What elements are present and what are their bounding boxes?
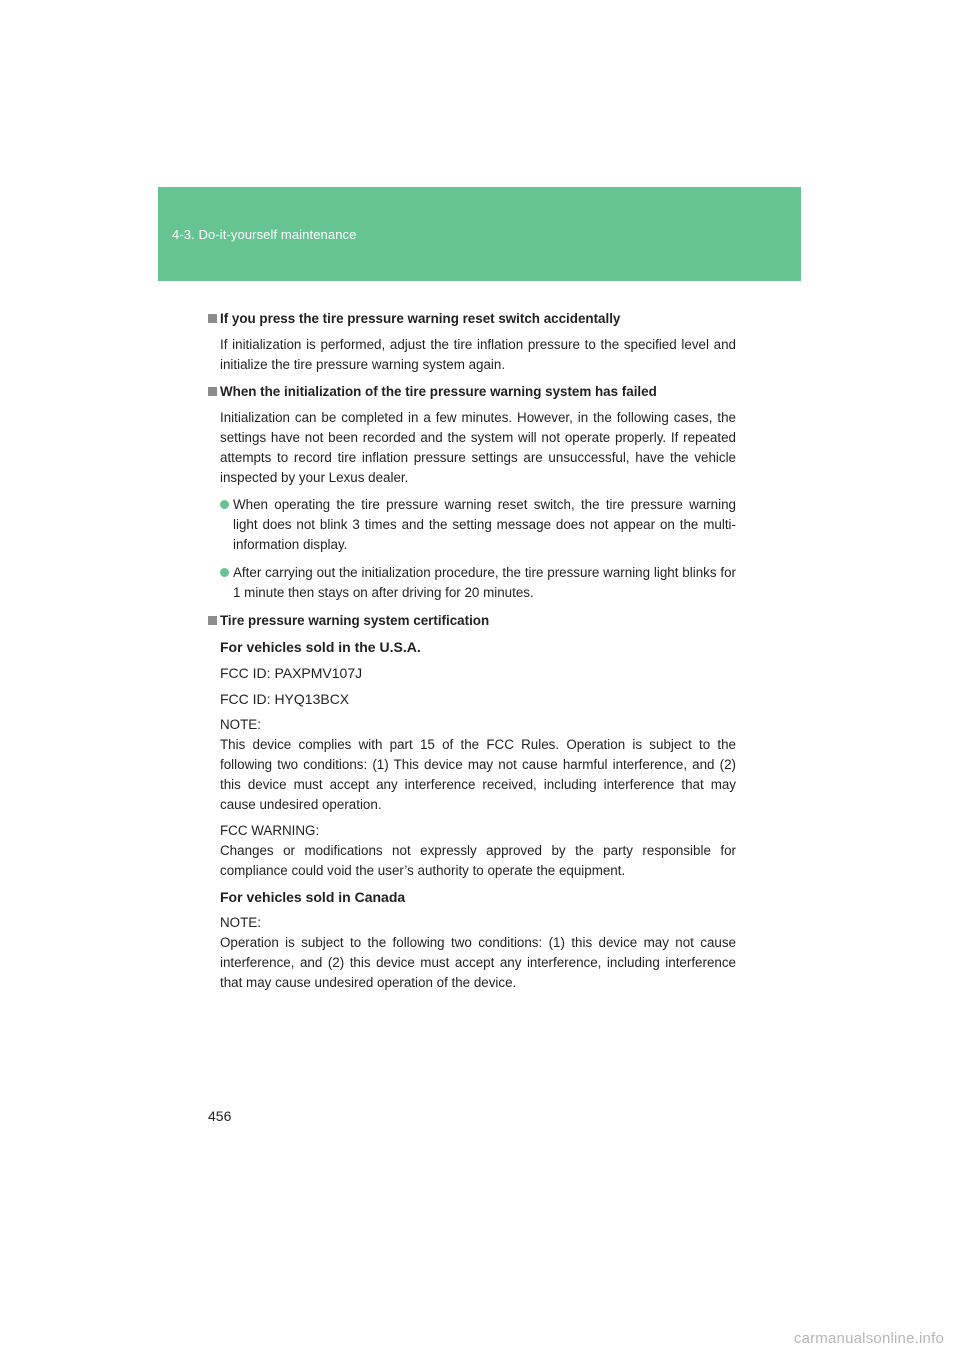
heading-initialization-failed [208, 382, 736, 402]
paragraph: If initialization is performed, adjust the tire inflation pressure to the specified level and initialize the tire pressure warning system again. [220, 337, 736, 372]
warning-block [220, 821, 736, 881]
canada-label: For vehicles sold in Canada [220, 889, 406, 905]
note-text: This device complies with part 15 of the FCC Rules. Operation is subject to the following two conditions: (1) This device may not cause harmful interference, and (2) this device must accept any interference received, including interference that may cause undesired operation. [220, 737, 736, 812]
fcc-id: FCC ID: HYQ13BCX [220, 691, 350, 707]
square-bullet-icon [208, 314, 217, 323]
square-bullet-icon [208, 387, 217, 396]
list-item-text: After carrying out the initialization procedure, the tire pressure warning light blinks for 1 minute then stays on after driving for 20 minutes. [233, 565, 736, 600]
square-bullet-icon [208, 616, 217, 625]
heading-text: When the initialization of the tire pressure warning system has failed [220, 384, 657, 399]
section-title: 4-3. Do-it-yourself maintenance [172, 227, 357, 242]
note-block [220, 715, 736, 815]
note-label: NOTE: [220, 717, 261, 732]
page-content [208, 309, 736, 1000]
list-item [220, 495, 736, 555]
warning-label: FCC WARNING: [220, 823, 320, 838]
watermark: carmanualsonline.info [793, 1330, 944, 1347]
heading-text: If you press the tire pressure warning reset switch accidentally [220, 311, 621, 326]
heading-certification [208, 611, 736, 631]
heading-text: Tire pressure warning system certification [220, 613, 490, 628]
paragraph: Initialization can be completed in a few minutes. However, in the following cases, the settings have not been recorded and the system will not operate properly. If repeated attempts to record tire inflation pressure settings are unsuccessful, have the vehicle inspected by your Lexus dealer. [220, 410, 736, 485]
usa-label: For vehicles sold in the U.S.A. [220, 639, 421, 655]
page-number: 456 [208, 1108, 232, 1124]
note-text: Operation is subject to the following two conditions: (1) this device may not cause interference, and (2) this device must accept any interference, including interference that may cause undesired operation of the device. [220, 935, 736, 990]
fcc-id: FCC ID: PAXPMV107J [220, 665, 363, 681]
list-item-text: When operating the tire pressure warning reset switch, the tire pressure warning light does not blink 3 times and the setting message does not appear on the multi-information display. [233, 497, 736, 552]
list-item [220, 563, 736, 603]
heading-reset-switch [208, 309, 736, 329]
circle-bullet-icon [220, 568, 229, 577]
warning-text: Changes or modifications not expressly approved by the party responsible for compliance could void the user’s authority to operate the equipment. [220, 843, 736, 878]
note-label: NOTE: [220, 915, 261, 930]
canada-note-block [220, 913, 736, 993]
section-header-band [158, 187, 801, 281]
circle-bullet-icon [220, 500, 229, 509]
